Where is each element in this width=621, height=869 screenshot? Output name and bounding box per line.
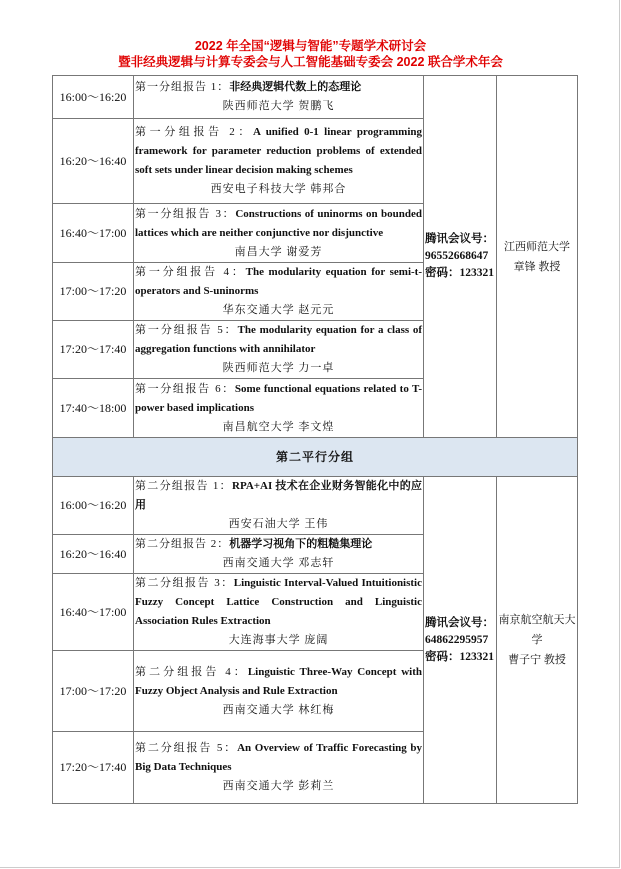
talk-time: 17:00～17:20 [53, 651, 134, 732]
talk-title: A unified 0-1 linear programming framework for parameter reduction problems of extended soft sets under linear decision making schemes [135, 126, 422, 176]
host-affiliation: 江西师范大学 [504, 240, 570, 253]
talk-label: 第二分组报告 5： [135, 742, 238, 754]
talk-time: 16:20～16:40 [53, 535, 134, 574]
talk-title: 非经典逻辑代数上的态理论 [229, 81, 362, 93]
talk-title: The modularity equation for semi-t-operators and S-uninorms [135, 266, 422, 297]
talk-label: 第一分组报告 4： [135, 266, 246, 278]
talk-title: An Overview of Traffic Forecasting by Big Data Techniques [135, 742, 422, 773]
meeting-info-cell [424, 477, 497, 804]
talk-time: 17:00～17:20 [53, 263, 134, 321]
meeting-id: 64862295957 [425, 633, 489, 646]
talk-title: 机器学习视角下的粗糙集理论 [229, 538, 373, 550]
talk-time: 16:00～16:20 [53, 477, 134, 535]
talk-cell [134, 204, 424, 263]
talk-title: Some functional equations related to T-power based implications [135, 382, 423, 414]
talk-cell [134, 732, 424, 804]
section-title: 第二平行分组 [53, 438, 578, 477]
meeting-info-cell [424, 76, 497, 438]
talk-time: 16:40～17:00 [53, 574, 134, 651]
talk-speaker: 西南交通大学 林红梅 [222, 703, 335, 716]
talk-time: 16:40～17:00 [53, 204, 134, 263]
talk-speaker: 陕西师范大学 力一卓 [222, 362, 335, 374]
talk-cell [134, 574, 424, 651]
talk-time: 17:40～18:00 [53, 379, 134, 438]
talk-speaker: 西南交通大学 彭莉兰 [222, 780, 335, 792]
talk-label: 第一分组报告 2： [135, 126, 253, 138]
host-cell [497, 477, 578, 804]
schedule-table [52, 75, 578, 804]
host-name: 曹子宁 教授 [508, 654, 566, 666]
talk-time: 16:00～16:20 [53, 76, 134, 119]
meeting-id: 96552668647 [425, 250, 489, 262]
talk-label: 第一分组报告 1： [135, 81, 230, 93]
talk-label: 第一分组报告 3： [135, 207, 236, 220]
meeting-password: 密码：123321 [425, 650, 494, 663]
talk-title: Linguistic Interval-Valued Intuitionistic Fuzzy Concept Lattice Construction and Linguistic Association Rules Extraction [135, 577, 422, 627]
table-row [53, 477, 578, 535]
talk-cell [134, 76, 424, 119]
talk-cell [134, 535, 424, 574]
talk-title: RPA+AI 技术在企业财务智能化中的应用 [135, 480, 422, 511]
talk-label: 第二分组报告 1： [135, 480, 232, 492]
talk-time: 17:20～17:40 [53, 732, 134, 804]
talk-time: 16:20～16:40 [53, 119, 134, 204]
talk-time: 17:20～17:40 [53, 321, 134, 379]
talk-speaker: 南昌航空大学 李文煌 [222, 420, 335, 433]
table-row [53, 76, 578, 119]
talk-title: Constructions of uninorms on bounded lattices which are neither conjunctive nor disjunctive [135, 207, 422, 239]
document-subtitle: 暨非经典逻辑与计算专委会与人工智能基础专委会 2022 联合学术年会 [118, 55, 503, 69]
talk-label: 第二分组报告 3： [135, 577, 234, 589]
talk-cell [134, 119, 424, 204]
talk-cell [134, 379, 424, 438]
talk-speaker: 华东交通大学 赵元元 [222, 304, 335, 316]
host-affiliation: 南京航空航天大学 [498, 614, 576, 646]
talk-label: 第二分组报告 4： [135, 665, 248, 678]
talk-speaker: 西安电子科技大学 韩邦合 [210, 183, 347, 195]
document-title: 2022 年全国“逻辑与智能”专题学术研讨会 [194, 39, 427, 53]
talk-cell [134, 263, 424, 321]
talk-speaker: 西安石油大学 王伟 [228, 518, 329, 530]
talk-label: 第一分组报告 5： [135, 324, 238, 336]
talk-label: 第二分组报告 2： [135, 538, 230, 550]
host-name: 章锋 教授 [513, 260, 561, 273]
talk-speaker: 大连海事大学 庞阔 [228, 634, 329, 646]
meeting-label: 腾讯会议号： [425, 233, 494, 245]
talk-cell [134, 477, 424, 535]
host-cell [497, 76, 578, 438]
meeting-password: 密码：123321 [425, 267, 494, 279]
talk-label: 第一分组报告 6： [135, 382, 235, 395]
talk-cell [134, 651, 424, 732]
talk-speaker: 陕西师范大学 贺鹏飞 [222, 100, 335, 112]
section-header-row [53, 438, 578, 477]
talk-speaker: 西南交通大学 邓志轩 [222, 557, 335, 569]
talk-title: The modularity equation for a class of aggregation functions with annihilator [135, 324, 423, 355]
meeting-label: 腾讯会议号： [425, 616, 494, 629]
talk-speaker: 南昌大学 谢爱芳 [234, 245, 323, 258]
talk-title: Linguistic Three-Way Concept with Fuzzy Object Analysis and Rule Extraction [135, 665, 423, 697]
talk-cell [134, 321, 424, 379]
